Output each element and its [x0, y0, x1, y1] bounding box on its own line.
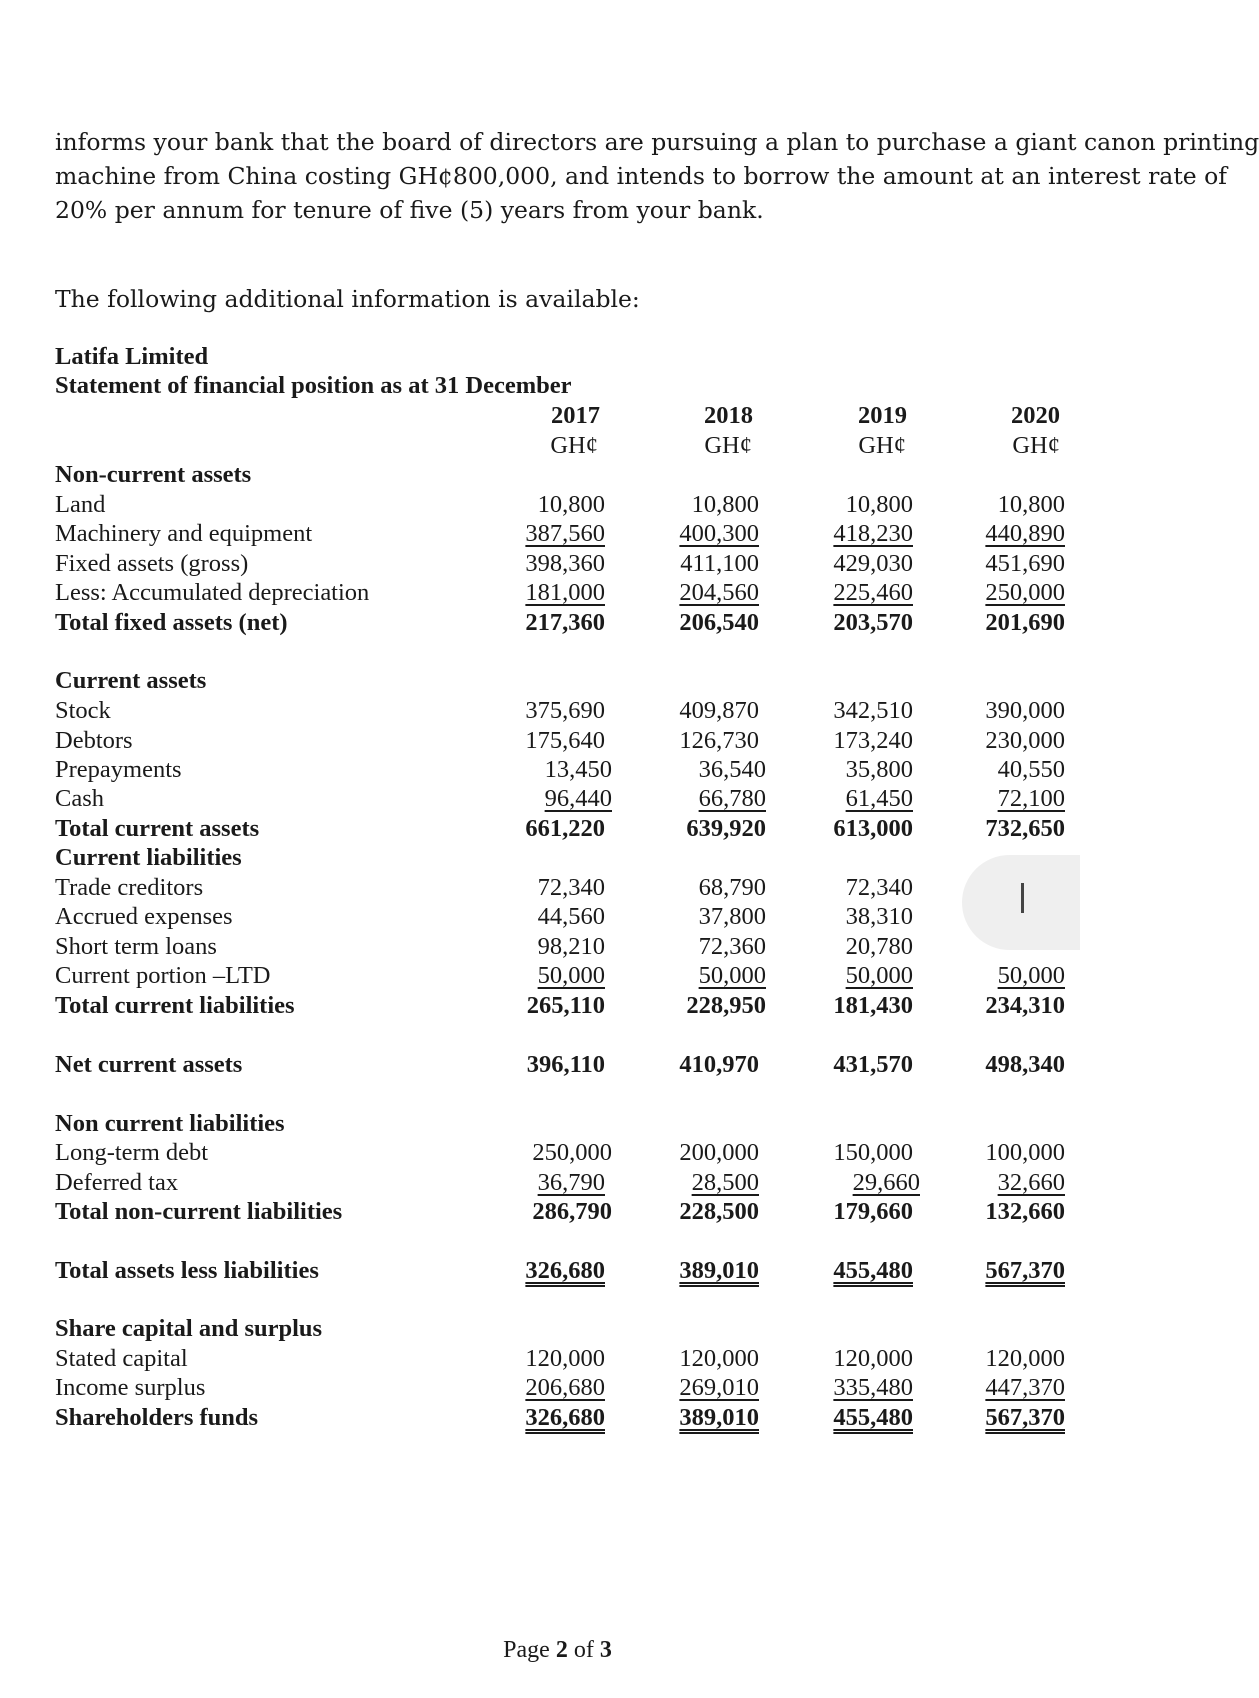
value-2020: 201,690	[985, 609, 1065, 636]
value-2018: 389,010	[679, 1257, 759, 1284]
value-2020: 100,000	[985, 1139, 1065, 1166]
page-footer	[0, 1637, 1115, 1664]
value-2019: 38,310	[845, 903, 913, 930]
value-2017: 265,110	[526, 992, 605, 1019]
value-2018: 36,540	[698, 756, 766, 783]
row-label: Debtors	[55, 727, 133, 754]
grip-icon	[1021, 883, 1024, 913]
row-prepayments	[55, 755, 1065, 785]
company-name: Latifa Limited	[55, 343, 209, 370]
value-2018: 400,300	[679, 520, 759, 547]
value-2020: 451,690	[985, 550, 1065, 577]
section-label: Non current liabilities	[55, 1110, 285, 1137]
value-2018: 126,730	[679, 727, 759, 754]
value-2019: 455,480	[833, 1404, 913, 1431]
value-2019: 613,000	[833, 815, 913, 842]
value-2017: 396,110	[526, 1051, 605, 1078]
value-2020: 498,340	[985, 1051, 1065, 1078]
value-2018: 389,010	[679, 1404, 759, 1431]
value-2020: 567,370	[985, 1257, 1065, 1284]
value-2017: 181,000	[525, 579, 605, 606]
value-2019: 342,510	[833, 697, 913, 724]
value-2019: 455,480	[833, 1257, 913, 1284]
additional-info-text: The following additional information is available:	[55, 285, 640, 313]
value-2017: 387,560	[525, 520, 605, 547]
value-2018: 10,800	[691, 491, 759, 518]
value-2019: 150,000	[833, 1139, 913, 1166]
value-2019: 181,430	[833, 992, 913, 1019]
year-2017: 2017	[551, 402, 600, 429]
row-label: Prepayments	[55, 756, 182, 783]
value-2017: 661,220	[525, 815, 605, 842]
page-middle: of	[567, 1637, 600, 1663]
currency-header-row	[55, 431, 1060, 461]
value-2018: 228,500	[679, 1198, 759, 1225]
value-2018: 50,000	[698, 962, 766, 989]
section-header-current-assets	[55, 666, 1060, 696]
value-2017: 50,000	[537, 962, 605, 989]
section-header-current-liabilities	[55, 843, 1060, 873]
row-label: Accrued expenses	[55, 903, 233, 930]
intro-line-3: 20% per annum for tenure of five (5) years from your bank.	[55, 196, 764, 224]
row-label: Total current assets	[55, 815, 260, 842]
value-2018: 206,540	[679, 609, 759, 636]
row-label: Fixed assets (gross)	[55, 550, 249, 577]
value-2018: 66,780	[698, 785, 766, 812]
value-2020: 440,890	[985, 520, 1065, 547]
value-2018: 120,000	[679, 1345, 759, 1372]
value-2019: 173,240	[833, 727, 913, 754]
row-shareholders-funds	[55, 1403, 1065, 1433]
year-2019: 2019	[858, 402, 907, 429]
statement-title: Statement of financial position as at 31 December	[55, 372, 572, 399]
row-total-ncl	[55, 1197, 1065, 1227]
value-2017: 13,450	[544, 756, 612, 783]
value-2020: 732,650	[985, 815, 1065, 842]
value-2020: 567,370	[985, 1404, 1065, 1431]
row-label: Total fixed assets (net)	[55, 609, 288, 636]
value-2020: 72,100	[997, 785, 1065, 812]
row-deferred-tax	[55, 1168, 1065, 1198]
section-label: Current assets	[55, 667, 207, 694]
value-2019: 35,800	[845, 756, 913, 783]
value-2018: 204,560	[679, 579, 759, 606]
row-accumulated-depreciation	[55, 578, 1065, 608]
value-2019: 418,230	[833, 520, 913, 547]
row-net-current-assets	[55, 1050, 1065, 1080]
row-total-fixed-assets	[55, 608, 1065, 638]
row-total-current-liabilities	[55, 991, 1065, 1021]
value-2020: 50,000	[997, 962, 1065, 989]
currency-2019: GH¢	[858, 432, 906, 459]
row-income-surplus	[55, 1373, 1065, 1403]
row-label: Cash	[55, 785, 104, 812]
value-2017: 72,340	[537, 874, 605, 901]
value-2019: 179,660	[833, 1198, 913, 1225]
row-label: Current portion –LTD	[55, 962, 271, 989]
value-2017: 286,790	[532, 1198, 612, 1225]
row-label: Total current liabilities	[55, 992, 295, 1019]
value-2017: 326,680	[525, 1257, 605, 1284]
row-short-term-loans	[55, 932, 1060, 962]
section-label: Current liabilities	[55, 844, 242, 871]
row-label: Trade creditors	[55, 874, 204, 901]
value-2019: 72,340	[845, 874, 913, 901]
scroll-handle[interactable]	[962, 855, 1080, 950]
row-accrued-expenses	[55, 902, 1060, 932]
value-2020: 120,000	[985, 1345, 1065, 1372]
page-current: 2	[555, 1637, 568, 1663]
value-2019: 10,800	[845, 491, 913, 518]
value-2019: 429,030	[833, 550, 913, 577]
value-2018: 37,800	[698, 903, 766, 930]
row-label: Deferred tax	[55, 1169, 179, 1196]
row-machinery	[55, 519, 1065, 549]
intro-line-1: informs your bank that the board of directors are pursuing a plan to purchase a giant canon printing	[55, 128, 1259, 156]
value-2019: 61,450	[845, 785, 913, 812]
value-2017: 250,000	[532, 1139, 612, 1166]
value-2020: 32,660	[997, 1169, 1065, 1196]
value-2020: 250,000	[985, 579, 1065, 606]
row-label: Total assets less liabilities	[55, 1257, 319, 1284]
value-2019: 225,460	[833, 579, 913, 606]
row-label: Income surplus	[55, 1374, 206, 1401]
section-label: Share capital and surplus	[55, 1315, 323, 1342]
row-label: Land	[55, 491, 106, 518]
value-2017: 10,800	[537, 491, 605, 518]
row-label: Net current assets	[55, 1051, 243, 1078]
value-2019: 120,000	[833, 1345, 913, 1372]
intro-paragraph	[55, 125, 1259, 227]
row-current-portion-ltd	[55, 961, 1065, 991]
value-2017: 120,000	[525, 1345, 605, 1372]
section-label: Non-current assets	[55, 461, 252, 488]
currency-2020: GH¢	[1012, 432, 1060, 459]
value-2019: 29,660	[852, 1169, 920, 1196]
value-2019: 203,570	[833, 609, 913, 636]
value-2017: 206,680	[525, 1374, 605, 1401]
section-header-nca	[55, 460, 1060, 490]
value-2018: 639,920	[686, 815, 766, 842]
value-2020: 234,310	[985, 992, 1065, 1019]
value-2017: 96,440	[544, 785, 612, 812]
row-label: Total non-current liabilities	[55, 1198, 343, 1225]
row-label: Shareholders funds	[55, 1404, 259, 1431]
currency-2017: GH¢	[550, 432, 598, 459]
value-2019: 20,780	[845, 933, 913, 960]
value-2017: 44,560	[537, 903, 605, 930]
value-2019: 335,480	[833, 1374, 913, 1401]
row-debtors	[55, 726, 1065, 756]
section-header-ncl	[55, 1109, 1060, 1139]
year-2020: 2020	[1011, 402, 1060, 429]
row-total-assets-less-liabilities	[55, 1256, 1065, 1286]
value-2017: 375,690	[525, 697, 605, 724]
value-2017: 398,360	[525, 550, 605, 577]
value-2020: 447,370	[985, 1374, 1065, 1401]
value-2018: 409,870	[679, 697, 759, 724]
value-2018: 28,500	[691, 1169, 759, 1196]
value-2020: 40,550	[997, 756, 1065, 783]
value-2017: 217,360	[525, 609, 605, 636]
value-2018: 72,360	[698, 933, 766, 960]
section-header-equity	[55, 1314, 1060, 1344]
row-label: Less: Accumulated depreciation	[55, 579, 370, 606]
value-2019: 431,570	[833, 1051, 913, 1078]
row-fixed-gross	[55, 549, 1065, 579]
page-total: 3	[599, 1637, 612, 1663]
currency-2018: GH¢	[704, 432, 752, 459]
value-2020: 10,800	[997, 491, 1065, 518]
row-label: Short term loans	[55, 933, 217, 960]
row-stated-capital	[55, 1344, 1065, 1374]
value-2017: 98,210	[537, 933, 605, 960]
year-header-row	[55, 401, 1060, 431]
intro-line-2: machine from China costing GH¢800,000, and intends to borrow the amount at an interest rate of	[55, 162, 1227, 190]
row-label: Stock	[55, 697, 111, 724]
value-2020: 230,000	[985, 727, 1065, 754]
value-2017: 175,640	[525, 727, 605, 754]
value-2018: 411,100	[680, 550, 759, 577]
value-2018: 68,790	[698, 874, 766, 901]
year-2018: 2018	[704, 402, 753, 429]
row-label: Long-term debt	[55, 1139, 209, 1166]
row-land	[55, 490, 1065, 520]
page-prefix: Page	[503, 1637, 556, 1663]
row-label: Machinery and equipment	[55, 520, 313, 547]
value-2019: 50,000	[845, 962, 913, 989]
value-2017: 36,790	[537, 1169, 605, 1196]
row-cash	[55, 784, 1065, 814]
value-2018: 269,010	[679, 1374, 759, 1401]
row-trade-creditors	[55, 873, 1060, 903]
value-2018: 410,970	[679, 1051, 759, 1078]
row-label: Stated capital	[55, 1345, 188, 1372]
row-stock	[55, 696, 1065, 726]
value-2018: 228,950	[686, 992, 766, 1019]
row-total-current-assets	[55, 814, 1065, 844]
value-2017: 326,680	[525, 1404, 605, 1431]
row-long-term-debt	[55, 1138, 1065, 1168]
value-2020: 390,000	[985, 697, 1065, 724]
value-2020: 132,660	[985, 1198, 1065, 1225]
value-2018: 200,000	[679, 1139, 759, 1166]
